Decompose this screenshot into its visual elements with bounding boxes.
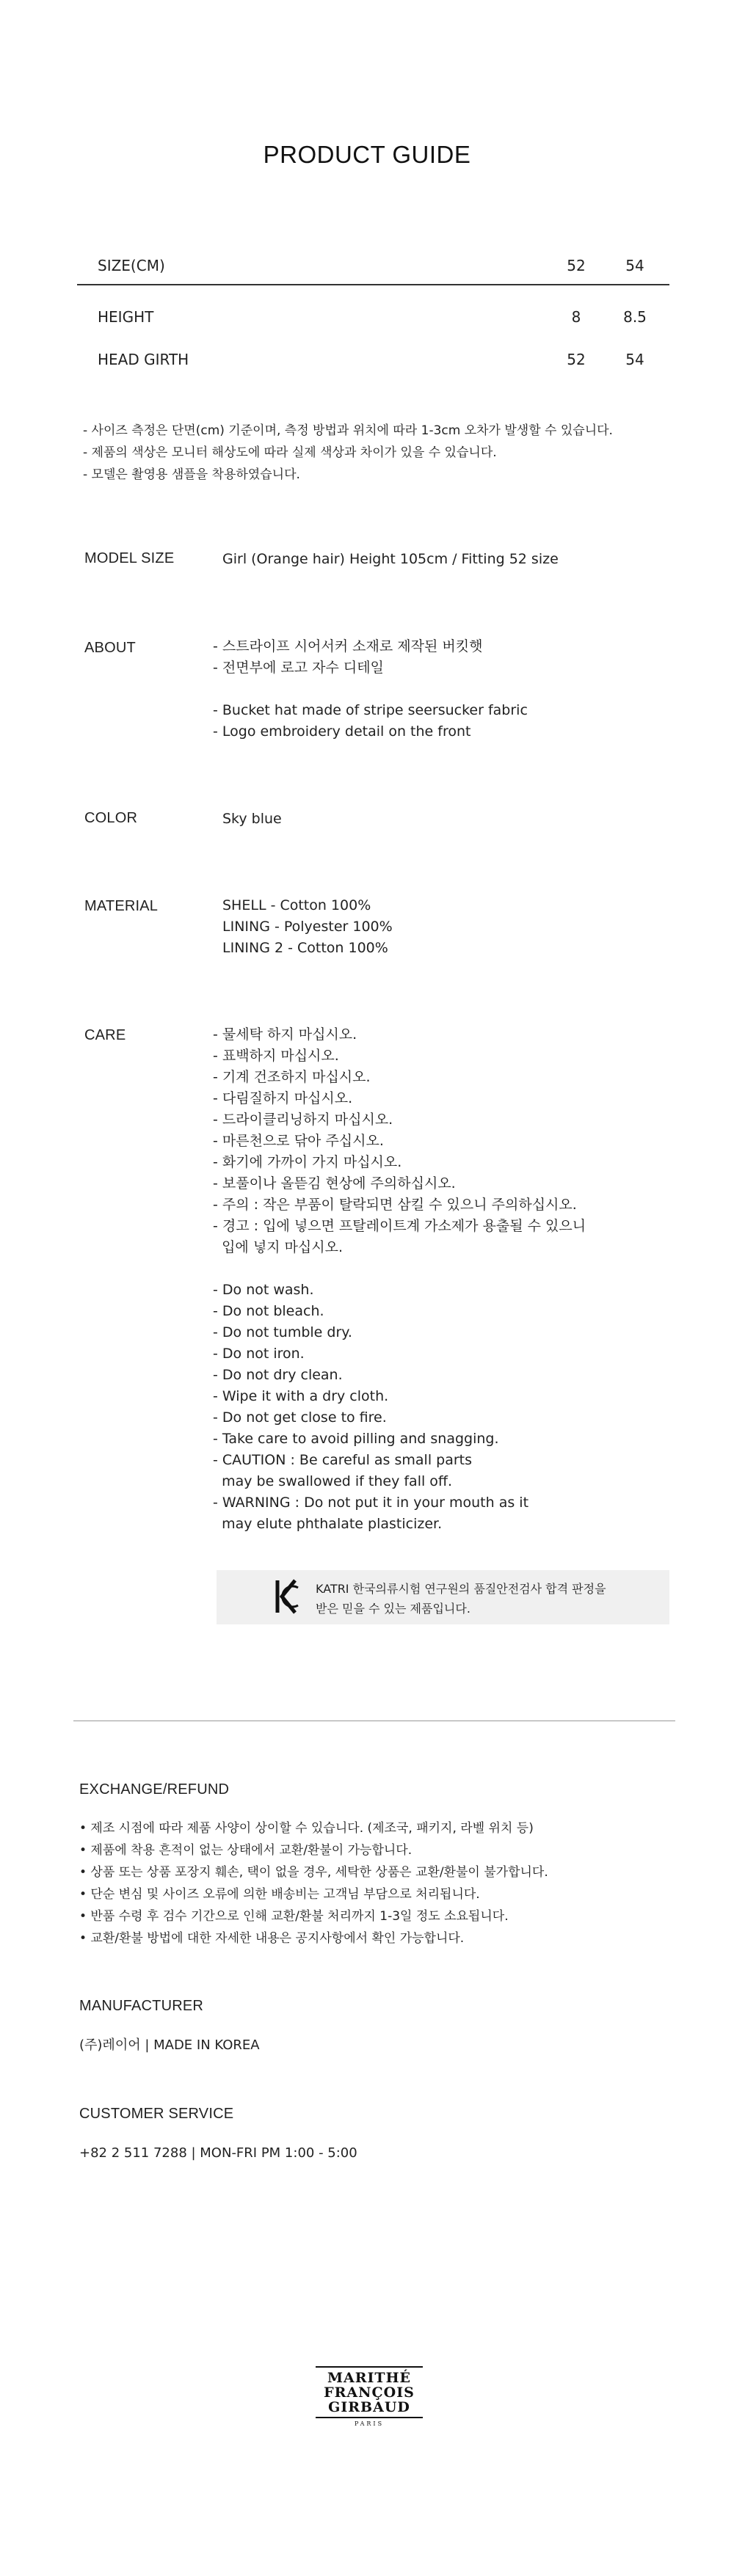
care-text xyxy=(213,1024,586,1535)
material-line: LINING - Polyester 100% xyxy=(222,919,393,935)
logo-rule xyxy=(316,2417,423,2418)
logo-rule xyxy=(316,2366,423,2368)
about-text xyxy=(213,636,528,742)
material-text xyxy=(222,895,393,959)
care-line: - Do not iron. xyxy=(213,1346,305,1362)
care-line: - WARNING : Do not put it in your mouth as it xyxy=(213,1495,529,1511)
kc-certification-text xyxy=(316,1579,606,1619)
logo-sub: PARIS xyxy=(354,2420,385,2427)
customer-service-value: +82 2 511 7288 | MON-FRI PM 1:00 - 5:00 xyxy=(79,2145,357,2161)
about-label: ABOUT xyxy=(84,640,136,656)
note-line: - 제품의 색상은 모니터 해상도에 따라 실제 색상과 차이가 있을 수 있습니다. xyxy=(83,445,497,460)
care-line: - 보풀이나 올뜯김 현상에 주의하십시오. xyxy=(213,1175,456,1192)
care-line: - 물세탁 하지 마십시오. xyxy=(213,1026,357,1043)
row-headgirth-label: HEAD GIRTH xyxy=(98,351,189,368)
care-line: 입에 넣지 마십시오. xyxy=(213,1239,344,1255)
material-label: MATERIAL xyxy=(84,898,159,914)
about-line xyxy=(213,679,528,700)
care-line: - 마른천으로 닦아 주십시오. xyxy=(213,1133,384,1149)
about-line: - 전면부에 로고 자수 디테일 xyxy=(213,660,384,676)
size-table-divider xyxy=(77,284,669,285)
manufacturer-value: (주)레이어 | MADE IN KOREA xyxy=(79,2037,260,2053)
note-line: - 사이즈 측정은 단면(cm) 기준이며, 측정 방법과 위치에 따라 1-3cm 오차가 발생할 수 있습니다. xyxy=(83,423,613,438)
row-height-label: HEIGHT xyxy=(98,308,154,326)
care-line: - Do not tumble dry. xyxy=(213,1324,352,1340)
exchange-title: EXCHANGE/REFUND xyxy=(79,1781,230,1798)
exchange-item: • 제품에 착용 흔적이 없는 상태에서 교환/환불이 가능합니다. xyxy=(79,1843,413,1858)
care-line: - CAUTION : Be careful as small parts xyxy=(213,1452,473,1468)
exchange-item: • 제조 시점에 따라 제품 사양이 상이할 수 있습니다. (제조국, 패키지, 라벨 위치 등) xyxy=(79,1821,534,1836)
care-label: CARE xyxy=(84,1027,126,1043)
exchange-list xyxy=(79,1817,548,1949)
size-notes xyxy=(83,420,613,486)
care-line: - 기계 건조하지 마십시오. xyxy=(213,1069,371,1085)
care-line: - Do not wash. xyxy=(213,1282,314,1298)
row-height-52: 8 xyxy=(571,308,581,326)
manufacturer-title: MANUFACTURER xyxy=(79,1998,204,2014)
size-header-54: 54 xyxy=(625,257,644,274)
model-size-label: MODEL SIZE xyxy=(84,550,175,566)
about-line: - Logo embroidery detail on the front xyxy=(213,723,471,740)
about-line: - 스트라이프 시어서커 소재로 제작된 버킷햇 xyxy=(213,638,483,654)
logo-line-1: MARITHÉ xyxy=(327,2370,412,2386)
brand-logo xyxy=(316,2366,423,2427)
care-line: - Do not dry clean. xyxy=(213,1367,343,1383)
page-title: PRODUCT GUIDE xyxy=(263,141,471,168)
note-line: - 모델은 촬영용 샘플을 착용하였습니다. xyxy=(83,467,300,482)
row-height-54: 8.5 xyxy=(623,308,647,326)
exchange-item: • 상품 또는 상품 포장지 훼손, 택이 없을 경우, 세탁한 상품은 교환/환불이 불가합니다. xyxy=(79,1865,548,1880)
care-line: may be swallowed if they fall off. xyxy=(213,1473,453,1489)
color-label: COLOR xyxy=(84,810,138,826)
care-line: - 드라이클리닝하지 마십시오. xyxy=(213,1112,393,1128)
material-line: SHELL - Cotton 100% xyxy=(222,897,371,913)
row-headgirth-52: 52 xyxy=(567,351,586,368)
exchange-item: • 반품 수령 후 검수 기간으로 인해 교환/환불 처리까지 1-3일 정도 소요됩니다. xyxy=(79,1909,509,1924)
logo-line-2: FRANÇOIS xyxy=(324,2385,415,2401)
care-line: - 경고 : 입에 넣으면 프탈레이트계 가소제가 용출될 수 있으니 xyxy=(213,1218,586,1234)
row-headgirth-54: 54 xyxy=(625,351,644,368)
size-header-label: SIZE(CM) xyxy=(98,257,165,274)
cert-line: KATRI 한국의류시험 연구원의 품질안전검사 합격 판정을 xyxy=(316,1582,606,1596)
care-line: - Do not bleach. xyxy=(213,1303,324,1319)
logo-line-3: GIRBAUD xyxy=(328,2399,410,2415)
care-line: - 주의 : 작은 부품이 탈락되면 삼킬 수 있으니 주의하십시오. xyxy=(213,1197,577,1213)
cert-line: 받은 믿을 수 있는 제품입니다. xyxy=(316,1602,470,1616)
care-line: - Do not get close to fire. xyxy=(213,1409,387,1426)
customer-service-title: CUSTOMER SERVICE xyxy=(79,2106,234,2122)
care-line: - Take care to avoid pilling and snagging. xyxy=(213,1431,499,1447)
about-line: - Bucket hat made of stripe seersucker fabric xyxy=(213,702,528,718)
care-line: may elute phthalate plasticizer. xyxy=(213,1516,443,1532)
care-line xyxy=(213,1258,586,1280)
exchange-item: • 단순 변심 및 사이즈 오류에 의한 배송비는 고객님 부담으로 처리됩니다. xyxy=(79,1887,480,1902)
size-header-52: 52 xyxy=(567,257,586,274)
model-size-value: Girl (Orange hair) Height 105cm / Fitting 52 size xyxy=(222,551,559,567)
material-line: LINING 2 - Cotton 100% xyxy=(222,940,388,956)
color-value: Sky blue xyxy=(222,811,282,827)
kc-mark-icon xyxy=(273,1577,301,1616)
care-line: - 표백하지 마십시오. xyxy=(213,1048,339,1064)
care-line: - 다림질하지 마십시오. xyxy=(213,1090,353,1106)
care-line: - Wipe it with a dry cloth. xyxy=(213,1388,389,1404)
exchange-item: • 교환/환불 방법에 대한 자세한 내용은 공지사항에서 확인 가능합니다. xyxy=(79,1931,465,1946)
care-line: - 화기에 가까이 가지 마십시오. xyxy=(213,1154,402,1170)
